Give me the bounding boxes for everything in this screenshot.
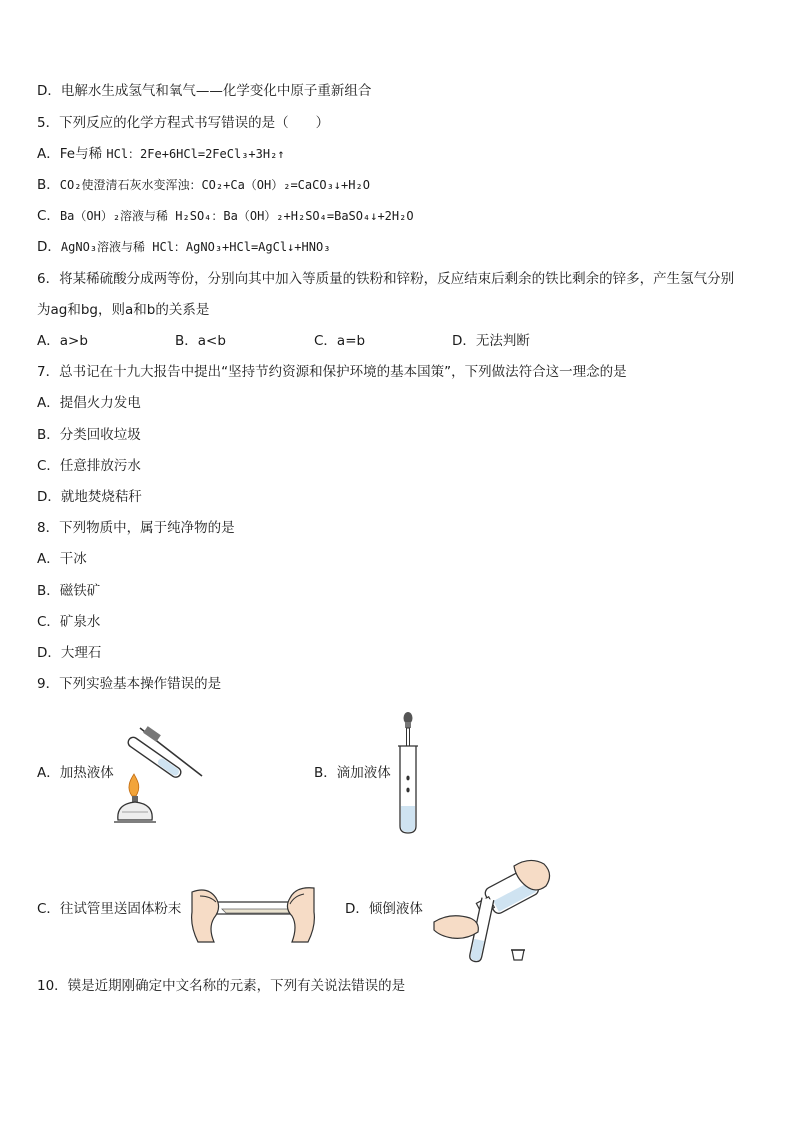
q5-option-b bbox=[37, 176, 370, 194]
q5-option-a bbox=[37, 145, 285, 163]
q5-option-a-equation: HCl：2Fe+6HCl=2FeCl₃+3H₂↑ bbox=[106, 147, 285, 161]
q9-option-c-label: C．往试管里送固体粉末 bbox=[37, 901, 182, 917]
q5-option-d-equation: AgNO₃溶液与稀 HCl：AgNO₃+HCl=AgCl↓+HNO₃ bbox=[60, 240, 331, 254]
dropper-icon bbox=[396, 710, 420, 835]
q5-option-d-label: D． bbox=[37, 239, 61, 255]
q7-option-b: B．分类回收垃圾 bbox=[37, 427, 141, 443]
powder-in-tube-icon bbox=[186, 882, 320, 946]
q8-option-a: A．干冰 bbox=[37, 551, 87, 567]
q5-option-b-equation: CO₂使澄清石灰水变浑浊：CO₂+Ca（OH）₂=CaCO₃↓+H₂O bbox=[59, 178, 370, 192]
q8-option-d: D．大理石 bbox=[37, 645, 102, 661]
q6-option-c: C．a=b bbox=[314, 333, 366, 349]
q7-option-d: D．就地焚烧秸秆 bbox=[37, 489, 142, 505]
q5-option-a-label: A．Fe与稀 bbox=[37, 146, 103, 162]
q5-option-c-equation: Ba（OH）₂溶液与稀 H₂SO₄：Ba（OH）₂+H₂SO₄=BaSO₄↓+2H₂O bbox=[59, 209, 414, 223]
q7-option-c: C．任意排放污水 bbox=[37, 458, 141, 474]
q5-option-b-label: B． bbox=[37, 177, 60, 193]
q9-stem: 9．下列实验基本操作错误的是 bbox=[37, 676, 222, 692]
pouring-liquid-icon bbox=[430, 856, 556, 968]
q6-option-b: B．a<b bbox=[175, 333, 226, 349]
heating-liquid-icon bbox=[110, 718, 210, 828]
q7-stem: 7．总书记在十九大报告中提出“坚持节约资源和保护环境的基本国策”，下列做法符合这一理念的是 bbox=[37, 364, 627, 380]
q5-option-c-label: C． bbox=[37, 208, 60, 224]
q8-option-c: C．矿泉水 bbox=[37, 614, 101, 630]
q7-option-a: A．提倡火力发电 bbox=[37, 395, 141, 411]
q9-option-b-label: B．滴加液体 bbox=[314, 765, 391, 781]
q6-option-a: A．a>b bbox=[37, 333, 88, 349]
q10-stem: 10．镆是近期刚确定中文名称的元素，下列有关说法错误的是 bbox=[37, 978, 406, 994]
q5-stem: 5．下列反应的化学方程式书写错误的是（ ） bbox=[37, 115, 330, 131]
q9-option-a-label: A．加热液体 bbox=[37, 765, 114, 781]
q8-option-b: B．磁铁矿 bbox=[37, 583, 101, 599]
q6-stem-line1: 6．将某稀硫酸分成两等份，分别向其中加入等质量的铁粉和锌粉，反应结束后剩余的铁比剩余的锌多，产生氢气分别 bbox=[37, 271, 735, 287]
q5-option-c bbox=[37, 207, 414, 225]
option-d-previous-question: D．电解水生成氢气和氧气——化学变化中原子重新组合 bbox=[37, 83, 372, 99]
q5-option-d bbox=[37, 238, 330, 256]
q6-stem-line2: 为ag和bg，则a和b的关系是 bbox=[37, 302, 210, 318]
q8-stem: 8．下列物质中，属于纯净物的是 bbox=[37, 520, 235, 536]
q9-option-d-label: D．倾倒液体 bbox=[345, 901, 423, 917]
q6-option-d: D．无法判断 bbox=[452, 333, 530, 349]
